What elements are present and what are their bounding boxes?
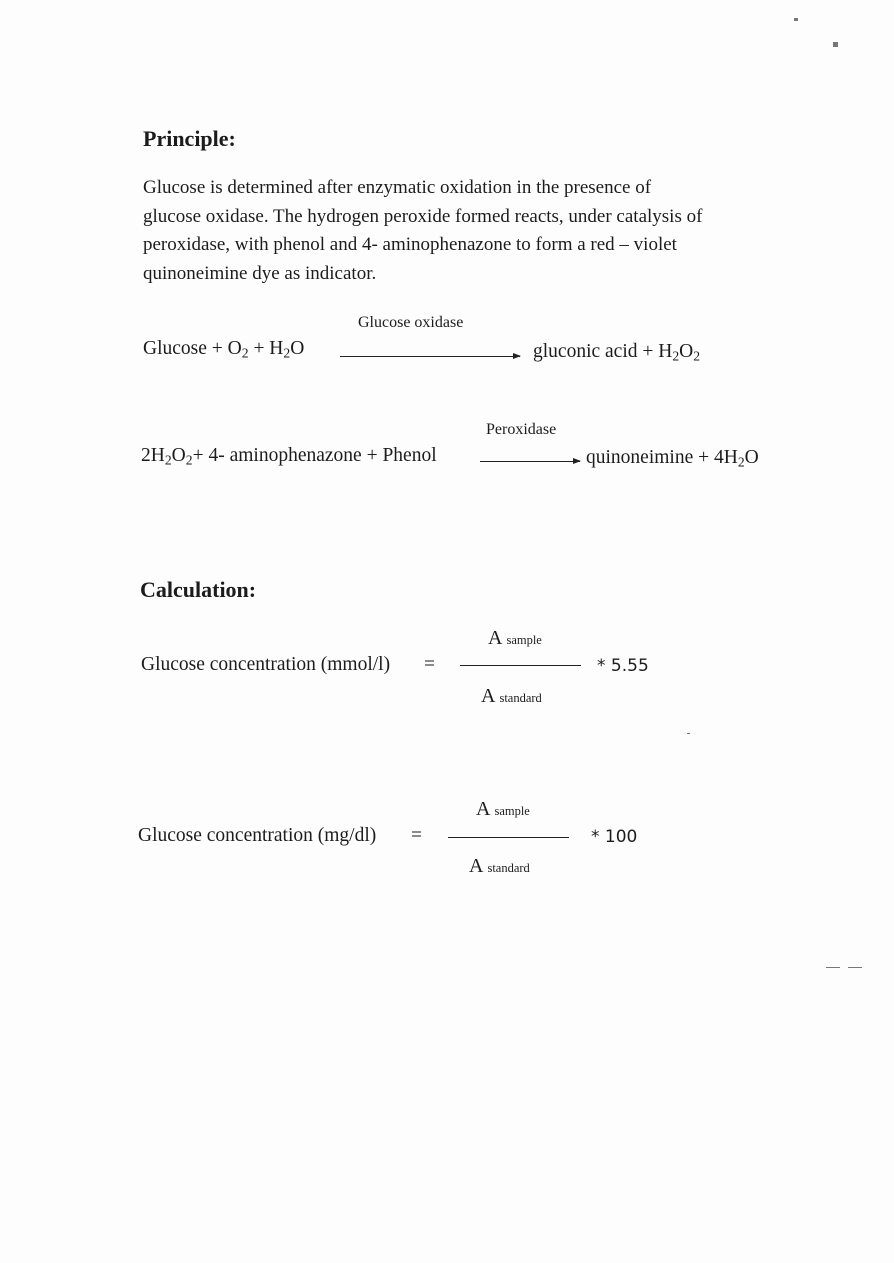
- paragraph-line: glucose oxidase. The hydrogen peroxide formed reacts, under catalysis of: [143, 205, 703, 227]
- scan-speck: [687, 733, 690, 734]
- principle-paragraph: [143, 174, 793, 288]
- reaction2-arrow: [480, 461, 580, 462]
- formula2-label: Glucose concentration (mg/dl): [138, 825, 377, 846]
- calculation-heading: Calculation:: [140, 577, 257, 602]
- formula2-denominator: A standard: [469, 855, 530, 877]
- formula2-numerator: A sample: [476, 798, 530, 820]
- reaction2-enzyme: Peroxidase: [486, 421, 557, 438]
- reaction2-reactants: $2H_2O_2+ 4-$ aminophenazone + Phenol: [141, 445, 437, 468]
- reaction1-arrow: [340, 356, 520, 357]
- paragraph-line: quinoneimine dye as indicator.: [143, 262, 377, 284]
- formula1-label: Glucose concentration (mmol/l): [141, 654, 391, 675]
- reaction1-products: gluconic acid + $H_2O_2$: [533, 341, 701, 364]
- formula2-factor: * 100: [591, 827, 638, 847]
- formula1-denominator: A standard: [481, 685, 542, 707]
- formula1-numerator: A sample: [488, 627, 542, 649]
- scan-speck: [848, 967, 862, 968]
- scan-speck: [833, 42, 838, 47]
- paragraph-line: Glucose is determined after enzymatic oxidation in the presence of: [143, 177, 652, 198]
- formula1-factor: * 5.55: [597, 656, 649, 676]
- formula1-fraction-bar: [460, 665, 581, 666]
- reaction2-products: quinoneimine + $4H_2O$: [586, 447, 759, 470]
- formula2-equals: =: [411, 825, 422, 846]
- paragraph-line: peroxidase, with phenol and 4- aminophenazone to form a red – violet: [143, 234, 677, 255]
- formula1-equals: =: [424, 654, 435, 675]
- scan-speck: [794, 18, 798, 21]
- principle-heading: Principle:: [143, 126, 236, 151]
- reaction1-enzyme: Glucose oxidase: [358, 314, 464, 331]
- scan-speck: [826, 967, 840, 968]
- formula2-fraction-bar: [448, 837, 569, 838]
- reaction1-reactants: $Glucose + O_2 + H_2O$: [143, 338, 305, 361]
